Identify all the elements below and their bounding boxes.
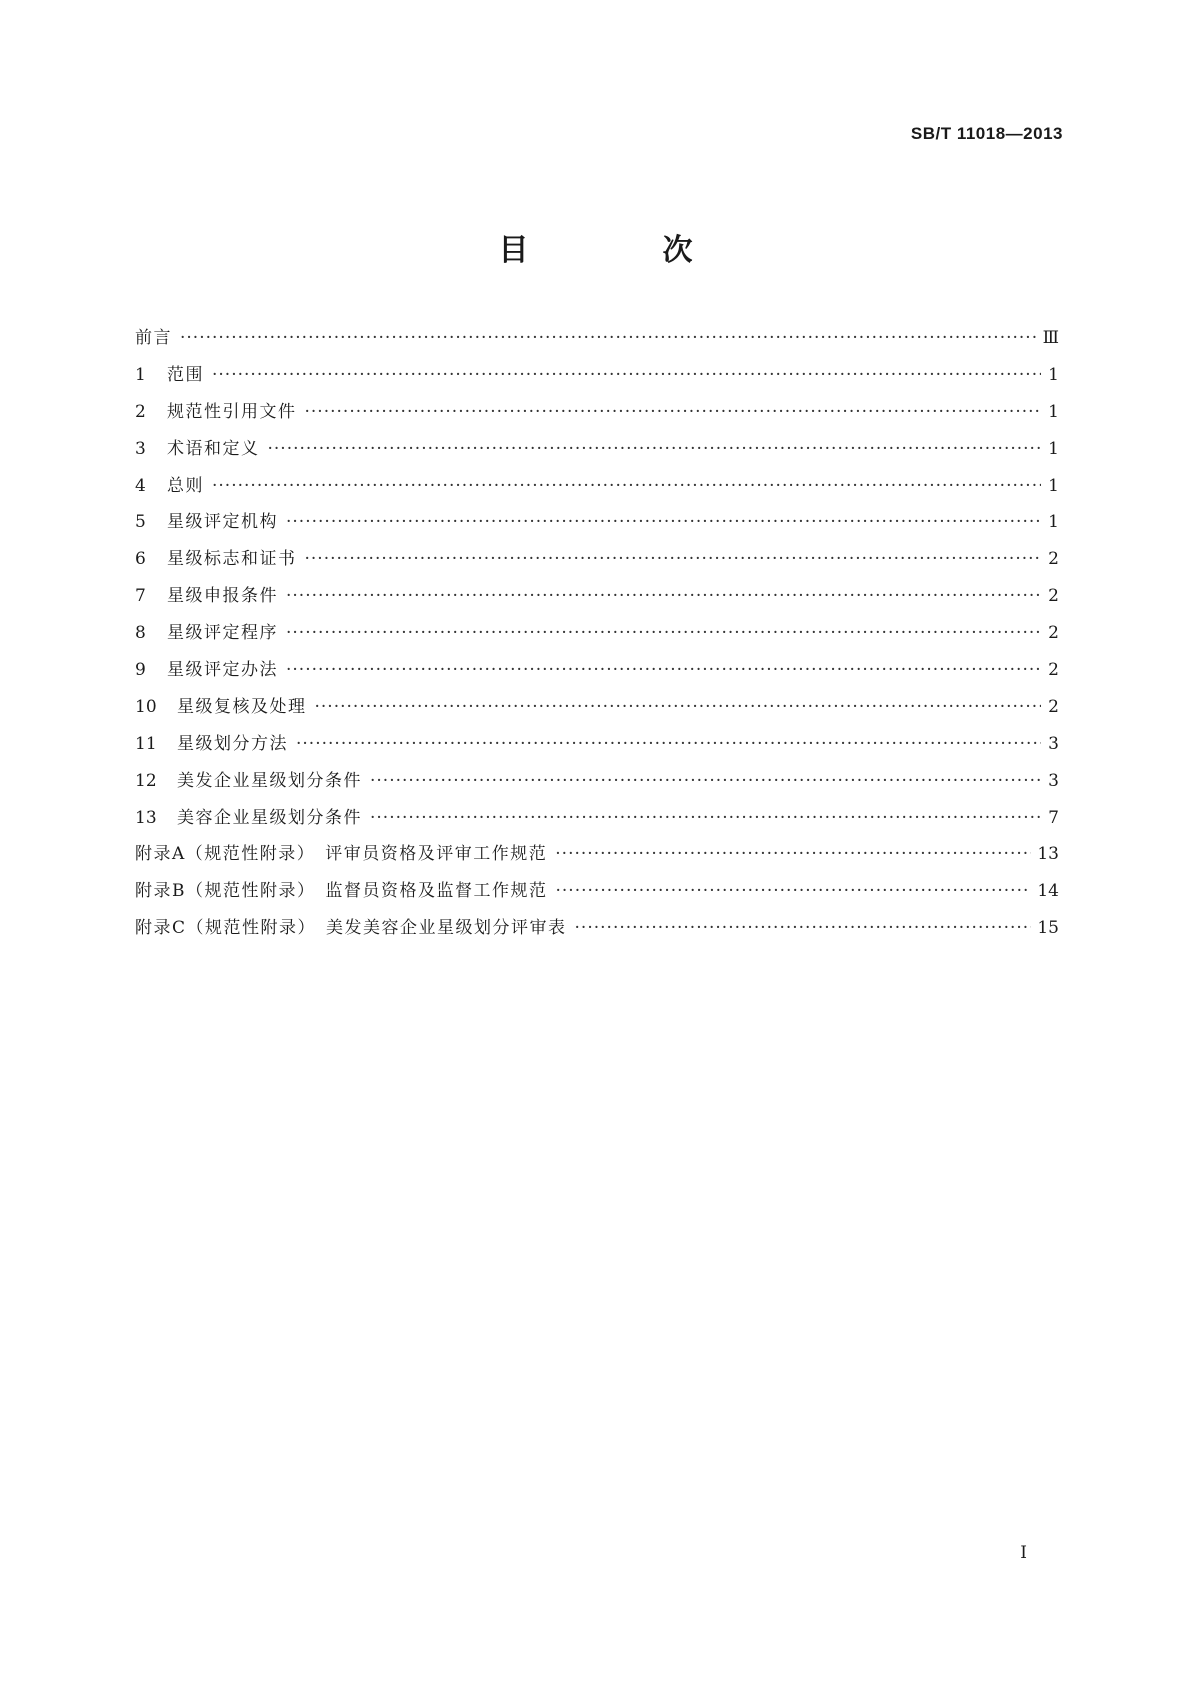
toc-entry-page: 3	[1048, 770, 1059, 791]
toc-entry-8[interactable]	[135, 618, 1059, 655]
toc-leader-dots	[555, 844, 1031, 864]
toc-entry-page: 14	[1037, 881, 1059, 902]
toc-entry-label: 附录A（规范性附录） 评审员资格及评审工作规范	[135, 844, 548, 865]
toc-entry-page: 3	[1048, 733, 1059, 754]
toc-entry-page: 1	[1048, 364, 1059, 385]
toc-entry-label: 星级申报条件	[167, 586, 278, 607]
toc-entry-number: 3	[135, 438, 146, 459]
toc-entry-4[interactable]	[135, 471, 1059, 508]
toc-leader-dots	[556, 881, 1032, 901]
toc-entry-label: 美容企业星级划分条件	[177, 807, 362, 828]
page-number: I	[1020, 1543, 1027, 1563]
toc-entry-label: 星级评定办法	[167, 660, 278, 681]
toc-leader-dots	[286, 623, 1041, 643]
table-of-contents	[135, 323, 1059, 950]
toc-entry-page: 13	[1037, 844, 1059, 865]
toc-leader-dots	[212, 365, 1041, 385]
toc-leader-dots	[305, 549, 1042, 569]
toc-entry-label: 总则	[167, 475, 204, 496]
toc-leader-dots	[286, 586, 1041, 606]
toc-entry-number: 5	[135, 512, 146, 533]
toc-entry-10[interactable]	[135, 692, 1059, 729]
toc-entry-2[interactable]	[135, 397, 1059, 434]
toc-entry-appendix-a[interactable]	[135, 839, 1059, 876]
toc-entry-label: 星级标志和证书	[167, 549, 297, 570]
toc-leader-dots	[212, 476, 1041, 496]
toc-entry-7[interactable]	[135, 581, 1059, 618]
toc-leader-dots	[370, 771, 1041, 791]
toc-entry-3[interactable]	[135, 434, 1059, 471]
toc-entry-page: Ⅲ	[1042, 328, 1059, 348]
toc-entry-page: 2	[1048, 696, 1059, 717]
toc-entry-page: 7	[1048, 807, 1059, 828]
toc-entry-6[interactable]	[135, 544, 1059, 581]
toc-entry-label: 星级划分方法	[177, 733, 288, 754]
toc-entry-number: 1	[135, 364, 146, 385]
toc-entry-page: 1	[1048, 475, 1059, 496]
toc-entry-page: 2	[1048, 586, 1059, 607]
toc-entry-label: 范围	[167, 364, 204, 385]
toc-entry-label: 星级评定程序	[167, 623, 278, 644]
toc-leader-dots	[296, 734, 1041, 754]
toc-entry-12[interactable]	[135, 766, 1059, 803]
toc-entry-page: 1	[1048, 401, 1059, 422]
toc-entry-label: 附录B（规范性附录） 监督员资格及监督工作规范	[135, 881, 548, 902]
toc-entry-number: 8	[135, 623, 146, 644]
toc-entry-number: 4	[135, 475, 146, 496]
toc-entry-number: 12	[135, 770, 157, 791]
toc-leader-dots	[286, 512, 1041, 532]
toc-entry-label: 附录C（规范性附录） 美发美容企业星级划分评审表	[135, 918, 567, 939]
toc-entry-label: 术语和定义	[167, 438, 260, 459]
toc-entry-13[interactable]	[135, 803, 1059, 840]
toc-entry-page: 15	[1037, 918, 1059, 939]
toc-entry-number: 10	[135, 696, 157, 717]
toc-entry-page: 2	[1048, 623, 1059, 644]
toc-entry-label: 规范性引用文件	[167, 401, 297, 422]
toc-entry-5[interactable]	[135, 507, 1059, 544]
toc-entry-page: 1	[1048, 512, 1059, 533]
toc-entry-number: 13	[135, 807, 157, 828]
toc-leader-dots	[370, 808, 1041, 828]
toc-leader-dots	[305, 402, 1042, 422]
toc-leader-dots	[268, 439, 1042, 459]
toc-entry-number: 7	[135, 586, 146, 607]
toc-entry-label: 美发企业星级划分条件	[177, 770, 362, 791]
toc-entry-appendix-c[interactable]	[135, 913, 1059, 950]
toc-entry-number: 2	[135, 401, 146, 422]
toc-entry-appendix-b[interactable]	[135, 876, 1059, 913]
toc-entry-page: 1	[1048, 438, 1059, 459]
page-title: 目 次	[498, 233, 745, 268]
toc-entry-label: 星级评定机构	[167, 512, 278, 533]
toc-entry-1[interactable]	[135, 360, 1059, 397]
toc-entry-number: 9	[135, 660, 146, 681]
toc-entry-label: 星级复核及处理	[177, 696, 307, 717]
toc-entry-label: 前言	[135, 328, 172, 348]
toc-entry-number: 6	[135, 549, 146, 570]
toc-leader-dots	[575, 918, 1032, 938]
toc-entry-page: 2	[1048, 660, 1059, 681]
toc-leader-dots	[180, 328, 1037, 348]
toc-leader-dots	[286, 660, 1041, 680]
toc-entry-number: 11	[135, 733, 157, 754]
toc-entry-9[interactable]	[135, 655, 1059, 692]
toc-entry-foreword[interactable]	[135, 323, 1059, 360]
toc-entry-page: 2	[1048, 549, 1059, 570]
toc-leader-dots	[315, 697, 1042, 717]
standard-code: SB/T 11018—2013	[910, 124, 1063, 143]
toc-entry-11[interactable]	[135, 729, 1059, 766]
